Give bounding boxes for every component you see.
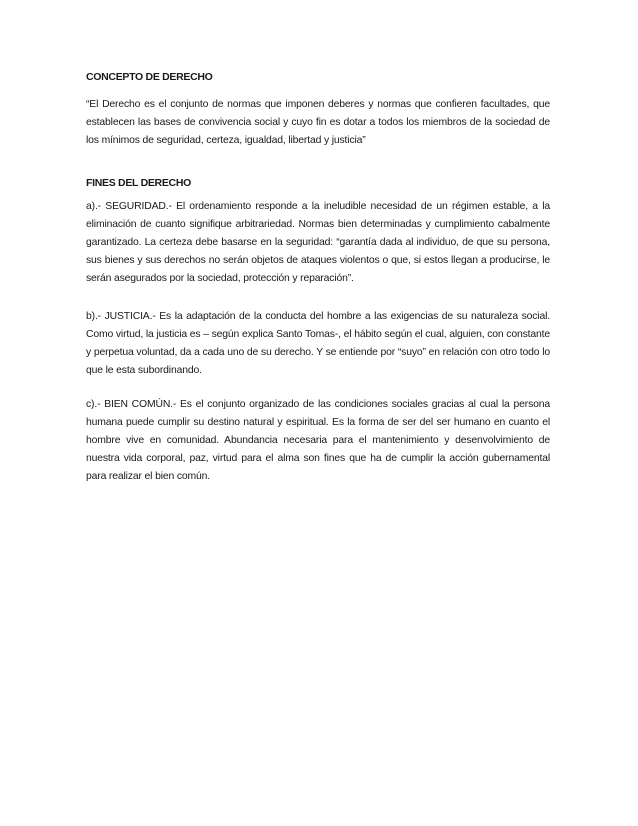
paragraph-concept-definition: “El Derecho es el conjunto de normas que imponen deberes y normas que confieren facultades, que establecen las bases de convivencia social y cuyo fin es dotar a todos los miembros de la sociedad de los mínimos de seguridad, certeza, igualdad, libertad y justicia” (86, 99, 550, 146)
heading-fines-del-derecho: FINES DEL DERECHO (86, 177, 191, 189)
heading-concepto-de-derecho: CONCEPTO DE DERECHO (86, 71, 213, 83)
paragraph-fin-seguridad: a).- SEGURIDAD.- El ordenamiento responde a la ineludible necesidad de un régimen estable, a la eliminación de cuanto signifique arbitrariedad. Normas bien determinadas y cumplimiento cabalmente garantizado. La certeza debe basarse en la seguridad: “garantía dada al individuo, de que su persona, sus bienes y sus derechos no serán objetos de ataques violentos o que, si estos llegan a producirse, le serán asegurados por la sociedad, protección y reparación”. (86, 201, 550, 284)
paragraph-fin-justicia: b).- JUSTICIA.- Es la adaptación de la conducta del hombre a las exigencias de su naturaleza social. Como virtud, la justicia es – según explica Santo Tomas-, el hábito según el cual, alguien, con constante y perpetua voluntad, da a cada uno de su derecho. Y se entiende por “suyo” en relación con otro todo lo que le esta subordinando. (86, 311, 550, 376)
paragraph-fin-bien-comun: c).- BIEN COMÚN.- Es el conjunto organizado de las condiciones sociales gracias al cual la persona humana puede cumplir su destino natural y espiritual. Es la forma de ser del ser humano en cuanto el hombre vive en comunidad. Abundancia necesaria para el mantenimiento y desenvolvimiento de nuestra vida corporal, paz, virtud para el alma son fines que ha de cumplir la acción gubernamental para realizar el bien común. (86, 399, 550, 482)
document-page (86, 70, 550, 486)
